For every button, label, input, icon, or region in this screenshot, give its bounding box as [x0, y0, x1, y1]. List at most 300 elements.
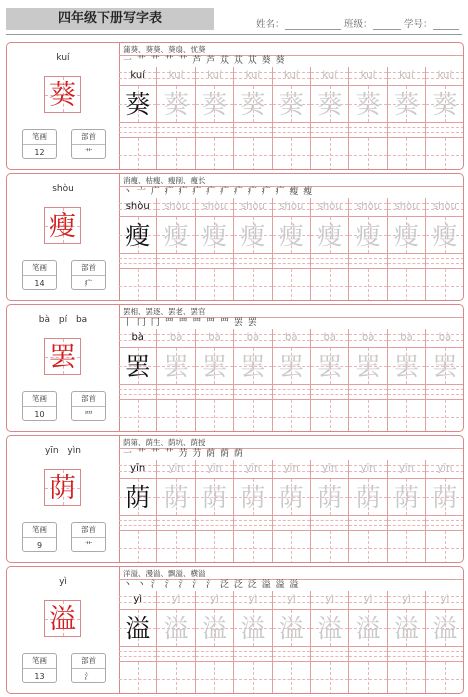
character-cell[interactable]: [311, 609, 349, 647]
blank-character-cell[interactable]: [311, 137, 349, 170]
model-character: 荫: [125, 483, 151, 512]
blank-pinyin-cell[interactable]: [273, 516, 311, 530]
blank-pinyin-cell[interactable]: [273, 254, 311, 268]
character-cell[interactable]: [426, 347, 464, 385]
blank-character-cell[interactable]: [119, 137, 157, 170]
trace-character: 瘦: [240, 221, 266, 250]
blank-pinyin-cell[interactable]: [234, 385, 272, 399]
blank-pinyin-cell[interactable]: [388, 516, 426, 530]
practice-column: [388, 591, 426, 694]
name-field[interactable]: [256, 16, 341, 30]
blank-pinyin-cell[interactable]: [273, 123, 311, 137]
blank-character-cell[interactable]: [196, 399, 234, 432]
practice-column: [157, 67, 195, 170]
target-character: 葵: [49, 80, 76, 111]
target-character: 溢: [49, 604, 76, 635]
pinyin-cell[interactable]: [273, 329, 311, 347]
practice-grid: [119, 198, 464, 301]
blank-character-cell[interactable]: [119, 399, 157, 432]
character-cell[interactable]: [426, 85, 464, 123]
practice-column: [388, 198, 426, 301]
radical-box: [71, 260, 106, 290]
character-cell[interactable]: [273, 216, 311, 254]
practice-column: [349, 591, 387, 694]
practice-column: [234, 329, 272, 432]
blank-pinyin-cell[interactable]: [234, 516, 272, 530]
class-blank[interactable]: [373, 20, 401, 30]
stroke-order: 丶 亠 广 疒 疒 疒 疒 疒 疒 疒 疒 疒 瘦 瘦: [123, 187, 314, 197]
character-info-panel: [7, 436, 119, 562]
name-label: 姓名：: [256, 19, 285, 30]
character-cell[interactable]: [119, 609, 157, 647]
blank-character-cell[interactable]: [426, 268, 464, 301]
pinyin-cell[interactable]: [349, 67, 387, 85]
blank-character-cell[interactable]: [388, 137, 426, 170]
trace-pinyin: shòu: [394, 201, 419, 212]
character-card: [6, 435, 464, 563]
pinyin-cell[interactable]: [157, 198, 195, 216]
blank-character-cell[interactable]: [273, 661, 311, 694]
practice-column: [196, 67, 234, 170]
student-id-field[interactable]: [404, 16, 459, 30]
trace-character: 荫: [278, 483, 304, 512]
trace-pinyin: kuí: [360, 70, 376, 81]
character-cell[interactable]: [311, 216, 349, 254]
character-cell[interactable]: [234, 609, 272, 647]
character-cell[interactable]: [273, 478, 311, 516]
trace-character: 罢: [201, 352, 227, 381]
radical-value: 疒: [84, 279, 93, 288]
pinyin-cell[interactable]: [157, 591, 195, 609]
character-cell[interactable]: [273, 85, 311, 123]
character-cell[interactable]: [349, 478, 387, 516]
practice-column: [119, 591, 157, 694]
pinyin-cell[interactable]: [349, 198, 387, 216]
blank-character-cell[interactable]: [119, 661, 157, 694]
blank-pinyin-cell[interactable]: [349, 254, 387, 268]
blank-character-cell[interactable]: [426, 661, 464, 694]
practice-column: [196, 198, 234, 301]
character-cell[interactable]: [349, 347, 387, 385]
trace-character: 罢: [240, 352, 266, 381]
pinyin-cell[interactable]: [196, 329, 234, 347]
trace-pinyin: bà: [400, 332, 413, 343]
stroke-count-box: [22, 522, 57, 552]
blank-character-cell[interactable]: [196, 661, 234, 694]
blank-pinyin-cell[interactable]: [273, 385, 311, 399]
character-box: [44, 600, 81, 637]
practice-column: [196, 329, 234, 432]
blank-character-cell[interactable]: [273, 137, 311, 170]
pinyin-cell[interactable]: [426, 591, 464, 609]
trace-character: 葵: [240, 90, 266, 119]
trace-pinyin: yì: [210, 594, 219, 605]
pinyin-cell[interactable]: [311, 460, 349, 478]
trace-character: 溢: [393, 614, 419, 643]
blank-character-cell[interactable]: [349, 137, 387, 170]
practice-column: [273, 591, 311, 694]
blank-pinyin-cell[interactable]: [311, 516, 349, 530]
blank-character-cell[interactable]: [157, 137, 195, 170]
blank-pinyin-cell[interactable]: [234, 254, 272, 268]
character-cell[interactable]: [388, 347, 426, 385]
character-card: [6, 42, 464, 170]
trace-pinyin: kuí: [168, 70, 184, 81]
pinyin-cell[interactable]: [426, 460, 464, 478]
trace-character: 溢: [355, 614, 381, 643]
practice-panel: [119, 43, 464, 169]
practice-column: [311, 67, 349, 170]
trace-character: 瘦: [432, 221, 458, 250]
example-words: 蒲葵、葵葵、葵扇、忧葵: [123, 45, 206, 54]
blank-character-cell[interactable]: [349, 661, 387, 694]
student-id-label: 学号：: [404, 19, 433, 30]
blank-character-cell[interactable]: [388, 530, 426, 563]
pinyin-cell[interactable]: [388, 591, 426, 609]
practice-column: [388, 67, 426, 170]
pinyin-cell[interactable]: [196, 460, 234, 478]
character-cell[interactable]: [119, 216, 157, 254]
stroke-count-box: [22, 260, 57, 290]
blank-pinyin-cell[interactable]: [234, 647, 272, 661]
stroke-count-box: [22, 129, 57, 159]
radical-box: [71, 391, 106, 421]
trace-character: 溢: [432, 614, 458, 643]
trace-character: 罢: [317, 352, 343, 381]
pinyin-cell[interactable]: [273, 591, 311, 609]
blank-pinyin-cell[interactable]: [196, 123, 234, 137]
trace-character: 罢: [432, 352, 458, 381]
trace-pinyin: yīn: [168, 463, 184, 474]
blank-pinyin-cell[interactable]: [196, 516, 234, 530]
blank-pinyin-cell[interactable]: [196, 385, 234, 399]
blank-character-cell[interactable]: [273, 530, 311, 563]
character-cell[interactable]: [234, 347, 272, 385]
character-cell[interactable]: [196, 478, 234, 516]
blank-pinyin-cell[interactable]: [388, 254, 426, 268]
blank-pinyin-cell[interactable]: [349, 123, 387, 137]
pinyin-cell[interactable]: [388, 198, 426, 216]
pinyin-cell[interactable]: [119, 591, 157, 609]
trace-character: 荫: [432, 483, 458, 512]
blank-pinyin-cell[interactable]: [157, 647, 195, 661]
pinyin-cell[interactable]: [388, 67, 426, 85]
trace-character: 瘦: [278, 221, 304, 250]
pinyin-cell[interactable]: [311, 67, 349, 85]
character-cell[interactable]: [234, 85, 272, 123]
character-cell[interactable]: [196, 347, 234, 385]
blank-pinyin-cell[interactable]: [349, 385, 387, 399]
stroke-count-value: 14: [34, 279, 45, 288]
character-cell[interactable]: [388, 85, 426, 123]
character-cell[interactable]: [311, 347, 349, 385]
stroke-order: 一 艹 艹 艹 芀 芀 荫 荫 荫: [123, 449, 244, 459]
character-cell[interactable]: [426, 609, 464, 647]
blank-character-cell[interactable]: [388, 268, 426, 301]
practice-grid: [119, 67, 464, 170]
radical-value: 罒: [84, 410, 93, 419]
character-cell[interactable]: [119, 347, 157, 385]
trace-character: 瘦: [317, 221, 343, 250]
blank-pinyin-cell[interactable]: [196, 647, 234, 661]
blank-pinyin-cell[interactable]: [157, 254, 195, 268]
pinyin-cell[interactable]: [157, 67, 195, 85]
character-cell[interactable]: [388, 478, 426, 516]
pinyin-cell[interactable]: [426, 198, 464, 216]
blank-pinyin-cell[interactable]: [349, 647, 387, 661]
pinyin-cell[interactable]: [388, 329, 426, 347]
blank-character-cell[interactable]: [311, 399, 349, 432]
blank-pinyin-cell[interactable]: [311, 254, 349, 268]
blank-pinyin-cell[interactable]: [426, 254, 464, 268]
trace-pinyin: bà: [361, 332, 375, 343]
blank-character-cell[interactable]: [388, 399, 426, 432]
practice-column: [119, 67, 157, 170]
character-cell[interactable]: [349, 216, 387, 254]
character-cell[interactable]: [234, 478, 272, 516]
blank-character-cell[interactable]: [119, 530, 157, 563]
blank-pinyin-cell[interactable]: [426, 516, 464, 530]
trace-character: 瘦: [201, 221, 227, 250]
stroke-order: 一 艹 艹 艹 艹 芦 芦 苁 苁 苁 葵 葵: [123, 56, 286, 66]
pinyin-cell[interactable]: [196, 198, 234, 216]
class-field[interactable]: [344, 16, 401, 30]
practice-column: [119, 460, 157, 563]
pinyin-cell[interactable]: [426, 329, 464, 347]
character-cell[interactable]: [196, 216, 234, 254]
blank-character-cell[interactable]: [311, 530, 349, 563]
blank-pinyin-cell[interactable]: [349, 516, 387, 530]
pinyin-cell[interactable]: [273, 198, 311, 216]
pinyin-label: bà pí ba: [38, 315, 88, 325]
pinyin-cell[interactable]: [311, 591, 349, 609]
trace-pinyin: shòu: [240, 201, 265, 212]
blank-character-cell[interactable]: [196, 268, 234, 301]
trace-character: 葵: [278, 90, 304, 119]
practice-column: [426, 198, 464, 301]
practice-column: [388, 329, 426, 432]
trace-pinyin: shòu: [317, 201, 342, 212]
blank-character-cell[interactable]: [273, 399, 311, 432]
character-cell[interactable]: [119, 478, 157, 516]
practice-column: [349, 329, 387, 432]
pinyin-cell[interactable]: [119, 198, 157, 216]
blank-character-cell[interactable]: [157, 661, 195, 694]
trace-pinyin: bà: [169, 332, 183, 343]
blank-pinyin-cell[interactable]: [311, 647, 349, 661]
blank-pinyin-cell[interactable]: [426, 385, 464, 399]
blank-character-cell[interactable]: [311, 661, 349, 694]
class-label: 班级：: [344, 19, 373, 30]
pinyin-cell[interactable]: [196, 591, 234, 609]
blank-character-cell[interactable]: [426, 137, 464, 170]
character-cell[interactable]: [196, 85, 234, 123]
trace-pinyin: bà: [208, 332, 221, 343]
character-cell[interactable]: [157, 347, 195, 385]
pinyin-cell[interactable]: [273, 460, 311, 478]
pinyin-cell[interactable]: [273, 67, 311, 85]
blank-pinyin-cell[interactable]: [234, 123, 272, 137]
practice-column: [273, 329, 311, 432]
blank-character-cell[interactable]: [349, 268, 387, 301]
pinyin-cell[interactable]: [234, 460, 272, 478]
trace-pinyin: kuí: [399, 70, 414, 81]
blank-pinyin-cell[interactable]: [119, 516, 157, 530]
practice-column: [311, 591, 349, 694]
blank-character-cell[interactable]: [196, 530, 234, 563]
character-cell[interactable]: [388, 216, 426, 254]
blank-character-cell[interactable]: [234, 137, 272, 170]
blank-pinyin-cell[interactable]: [119, 385, 157, 399]
pinyin-cell[interactable]: [119, 460, 157, 478]
pinyin-cell[interactable]: [349, 460, 387, 478]
pinyin-cell[interactable]: [119, 67, 157, 85]
character-cell[interactable]: [157, 609, 195, 647]
target-character: 荫: [49, 473, 76, 504]
pinyin-cell[interactable]: [311, 329, 349, 347]
blank-character-cell[interactable]: [311, 268, 349, 301]
blank-pinyin-cell[interactable]: [196, 254, 234, 268]
blank-character-cell[interactable]: [234, 268, 272, 301]
pinyin-cell[interactable]: [234, 198, 272, 216]
blank-character-cell[interactable]: [157, 399, 195, 432]
blank-character-cell[interactable]: [426, 399, 464, 432]
blank-pinyin-cell[interactable]: [388, 123, 426, 137]
stroke-count-value: 10: [34, 410, 45, 419]
blank-pinyin-cell[interactable]: [273, 647, 311, 661]
trace-pinyin: kuí: [207, 70, 222, 81]
character-cell[interactable]: [157, 216, 195, 254]
blank-character-cell[interactable]: [349, 530, 387, 563]
practice-column: [234, 591, 272, 694]
character-cell[interactable]: [349, 85, 387, 123]
practice-column: [157, 198, 195, 301]
trace-character: 葵: [393, 90, 419, 119]
blank-pinyin-cell[interactable]: [426, 123, 464, 137]
trace-character: 瘦: [163, 221, 189, 250]
page-header: [0, 0, 468, 38]
character-cell[interactable]: [273, 347, 311, 385]
trace-pinyin: yì: [286, 594, 296, 605]
trace-pinyin: yīn: [322, 463, 338, 474]
blank-character-cell[interactable]: [196, 137, 234, 170]
practice-grid: [119, 591, 464, 694]
character-cell[interactable]: [119, 85, 157, 123]
blank-character-cell[interactable]: [234, 661, 272, 694]
character-cell[interactable]: [311, 85, 349, 123]
trace-pinyin: yīn: [206, 463, 223, 474]
blank-pinyin-cell[interactable]: [388, 385, 426, 399]
name-blank[interactable]: [285, 20, 341, 30]
blank-pinyin-cell[interactable]: [157, 516, 195, 530]
pinyin-label: shòu: [52, 184, 74, 194]
pinyin-cell[interactable]: [234, 591, 272, 609]
character-cell[interactable]: [426, 478, 464, 516]
trace-pinyin: shòu: [164, 201, 189, 212]
blank-pinyin-cell[interactable]: [119, 647, 157, 661]
blank-character-cell[interactable]: [426, 530, 464, 563]
page-title: 四年级下册写字表: [57, 11, 162, 26]
trace-pinyin: shòu: [356, 201, 381, 212]
trace-pinyin: yīn: [283, 463, 299, 474]
practice-grid: [119, 329, 464, 432]
radical-value: 艹: [84, 541, 93, 550]
trace-character: 溢: [240, 614, 266, 643]
pinyin-cell[interactable]: [349, 329, 387, 347]
blank-character-cell[interactable]: [157, 530, 195, 563]
blank-pinyin-cell[interactable]: [119, 254, 157, 268]
character-box: [44, 76, 81, 113]
practice-column: [426, 591, 464, 694]
trace-pinyin: yīn: [398, 463, 415, 474]
pinyin-cell[interactable]: [234, 67, 272, 85]
radical-value: 艹: [84, 148, 93, 157]
character-cell[interactable]: [311, 478, 349, 516]
pinyin-cell[interactable]: [119, 329, 157, 347]
example-words: 洋溢、漫溢、飘溢、横溢: [123, 569, 206, 578]
pinyin-cell[interactable]: [196, 67, 234, 85]
student-id-blank[interactable]: [433, 20, 459, 30]
trace-pinyin: yì: [402, 594, 411, 605]
blank-character-cell[interactable]: [157, 268, 195, 301]
stroke-count-value: 9: [36, 541, 43, 550]
radical-value: 氵: [84, 672, 93, 681]
pinyin-cell[interactable]: [157, 460, 195, 478]
practice-panel: [119, 436, 464, 562]
blank-pinyin-cell[interactable]: [157, 123, 195, 137]
trace-pinyin: shòu: [279, 201, 304, 212]
trace-character: 瘦: [393, 221, 419, 250]
character-cell[interactable]: [426, 216, 464, 254]
character-cell[interactable]: [196, 609, 234, 647]
character-cell[interactable]: [157, 478, 195, 516]
trace-character: 荫: [201, 483, 227, 512]
trace-pinyin: yīn: [360, 463, 376, 474]
practice-column: [349, 67, 387, 170]
blank-pinyin-cell[interactable]: [388, 647, 426, 661]
blank-character-cell[interactable]: [349, 399, 387, 432]
stroke-count-box: [22, 391, 57, 421]
blank-pinyin-cell[interactable]: [311, 123, 349, 137]
character-cell[interactable]: [157, 85, 195, 123]
stroke-count-label: 笔画: [23, 261, 56, 276]
blank-character-cell[interactable]: [388, 661, 426, 694]
pinyin-cell[interactable]: [426, 67, 464, 85]
blank-character-cell[interactable]: [273, 268, 311, 301]
blank-pinyin-cell[interactable]: [311, 385, 349, 399]
pinyin-cell[interactable]: [349, 591, 387, 609]
blank-character-cell[interactable]: [234, 399, 272, 432]
character-cell[interactable]: [349, 609, 387, 647]
character-cell[interactable]: [234, 216, 272, 254]
blank-character-cell[interactable]: [234, 530, 272, 563]
character-cell[interactable]: [388, 609, 426, 647]
character-cell[interactable]: [273, 609, 311, 647]
character-box: [44, 338, 81, 375]
trace-character: 荫: [355, 483, 381, 512]
pinyin-cell[interactable]: [388, 460, 426, 478]
practice-column: [234, 198, 272, 301]
blank-pinyin-cell[interactable]: [119, 123, 157, 137]
blank-character-cell[interactable]: [119, 268, 157, 301]
pinyin-cell[interactable]: [234, 329, 272, 347]
pinyin-cell[interactable]: [311, 198, 349, 216]
trace-character: 罢: [278, 352, 304, 381]
blank-pinyin-cell[interactable]: [157, 385, 195, 399]
pinyin-label: kuí: [56, 53, 70, 63]
blank-pinyin-cell[interactable]: [426, 647, 464, 661]
pinyin-cell[interactable]: [157, 329, 195, 347]
